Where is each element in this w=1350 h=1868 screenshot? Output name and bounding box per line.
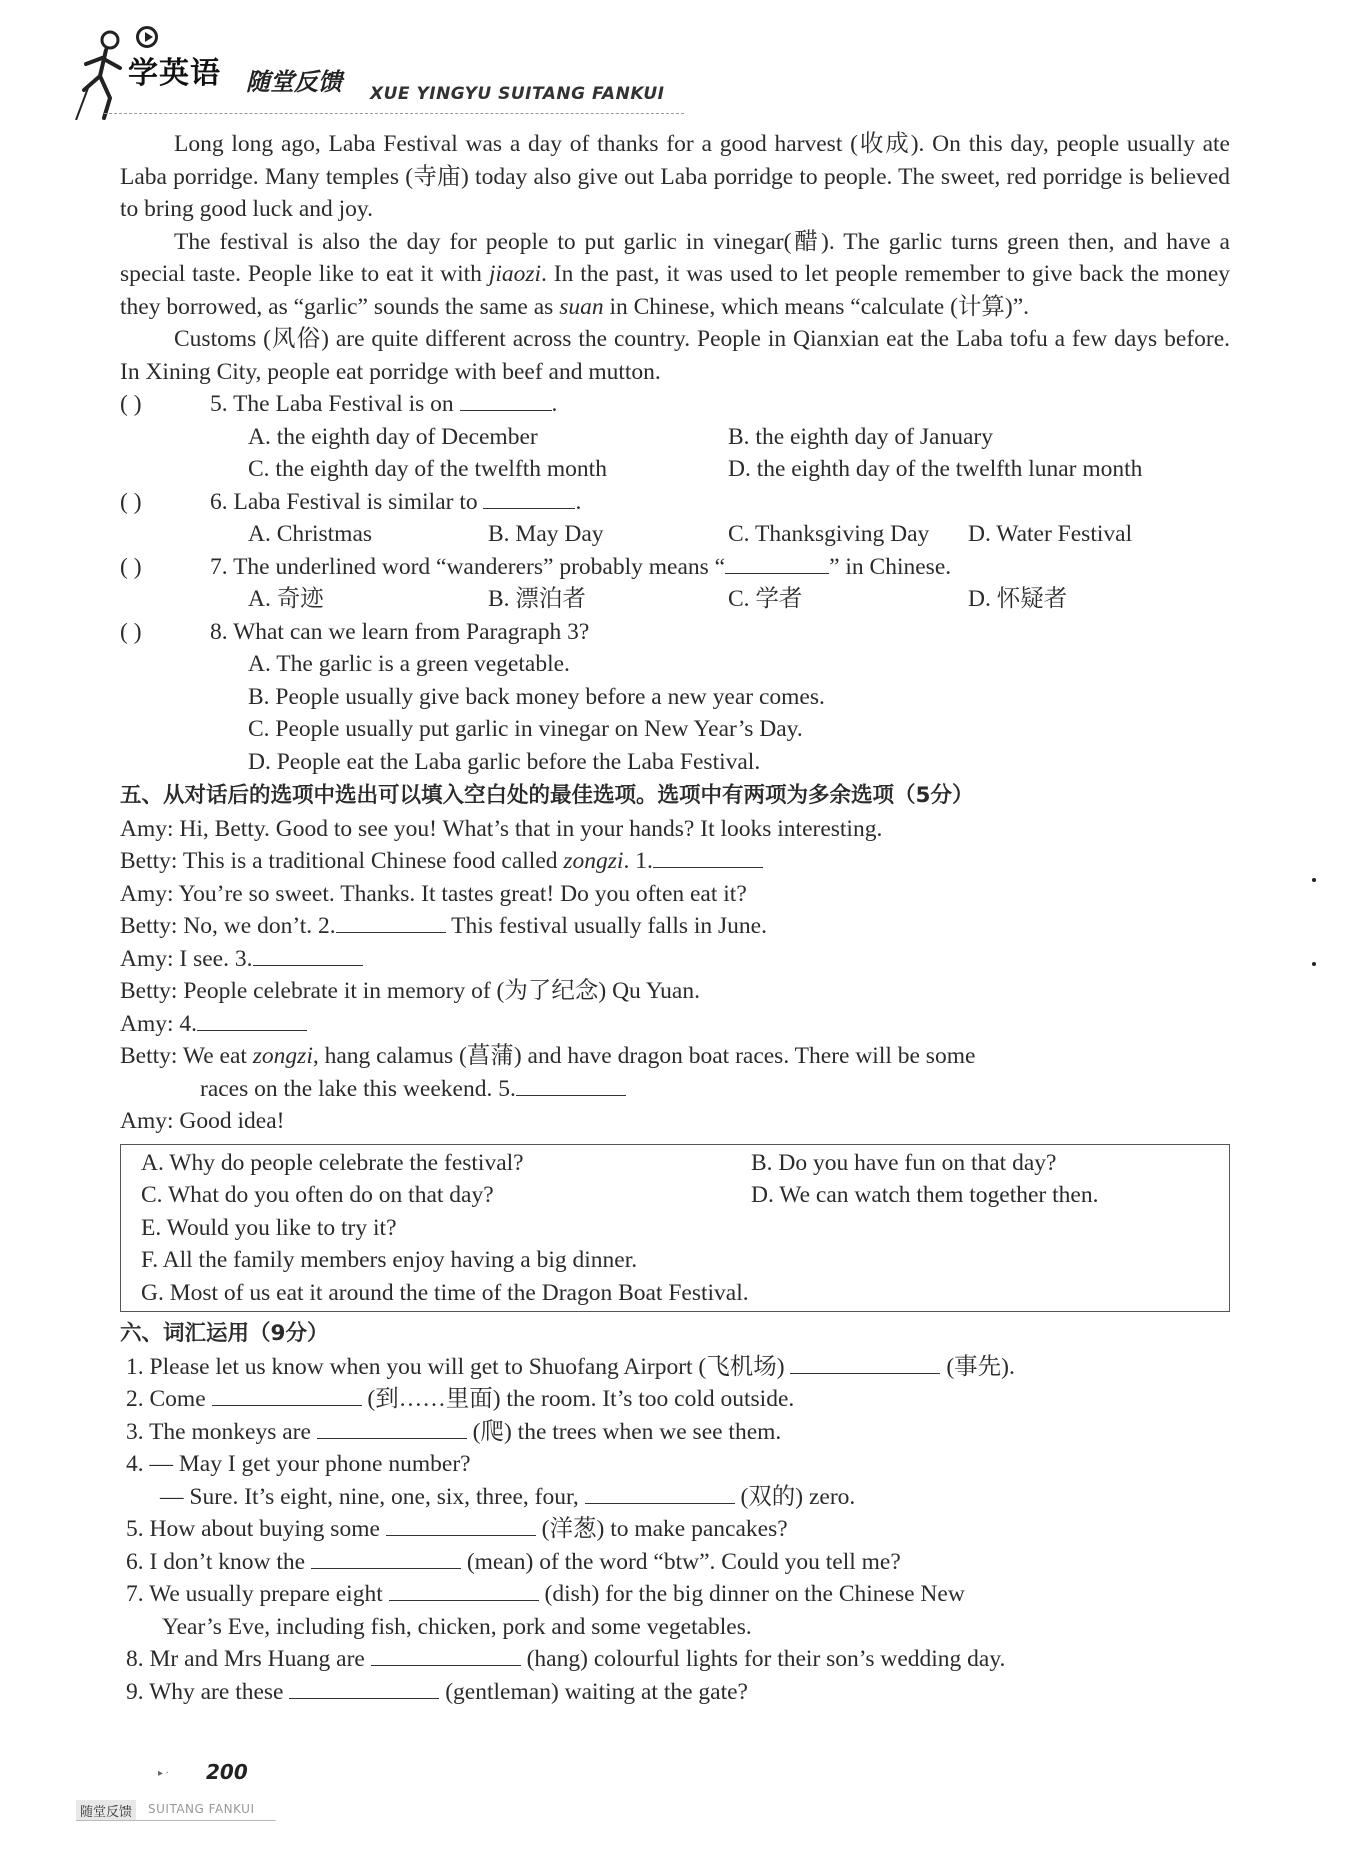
vocab-item-1: 1. Please let us know when you will get to Shuofang Airport (飞机场) (事先). <box>126 1351 1230 1384</box>
answer-blank[interactable] <box>725 551 829 574</box>
vocab-item-8: 8. Mr and Mrs Huang are (hang) colourful lights for their son’s wedding day. <box>126 1643 1230 1676</box>
vocab-item-7: 7. We usually prepare eight (dish) for the big dinner on the Chinese New <box>126 1578 1230 1611</box>
page-number: 200 <box>206 1760 248 1784</box>
brand-english: XUE YINGYU SUITANG FANKUI <box>370 84 665 104</box>
option-f: F. All the family members enjoy having a big dinner. <box>141 1247 638 1273</box>
answer-paren[interactable]: ( ) <box>120 391 142 417</box>
dialogue-line-8: Betty: We eat zongzi, hang calamus (菖蒲) and have dragon boat races. There will be some <box>120 1043 976 1069</box>
answer-blank[interactable] <box>389 1578 539 1601</box>
brand-title: 学英语 <box>128 56 221 91</box>
answer-blank[interactable] <box>386 1513 536 1536</box>
q5-options-row-2: C. the eighth day of the twelfth month D. the eighth day of the twelfth lunar month <box>248 456 1143 482</box>
answer-blank[interactable] <box>317 1416 467 1439</box>
answer-blank-3[interactable] <box>253 943 363 966</box>
answer-paren[interactable]: ( ) <box>120 618 142 645</box>
vocab-item-2: 2. Come (到……里面) the room. It’s too cold outside. <box>126 1383 1230 1416</box>
brand-subtitle: 随堂反馈 <box>246 67 342 96</box>
footer-divider <box>76 1820 276 1821</box>
header-divider <box>104 113 684 114</box>
answer-blank-1[interactable] <box>653 845 763 868</box>
page-footer <box>76 1760 376 1840</box>
answer-blank[interactable] <box>460 388 552 411</box>
footer-label-en: SUITANG FANKUI <box>148 1802 255 1816</box>
dialogue-line-1: Amy: Hi, Betty. Good to see you! What’s that in your hands? It looks interesting. <box>120 815 883 842</box>
answer-paren[interactable]: ( ) <box>120 553 142 580</box>
question-5: ( ) 5. The Laba Festival is on . <box>120 388 1230 421</box>
section-5-title: 五、从对话后的选项中选出可以填入空白处的最佳选项。选项中有两项为多余选项（5分） <box>120 783 974 808</box>
footer-label-cn: 随堂反馈 <box>76 1800 136 1821</box>
option-g: G. Most of us eat it around the time of the Dragon Boat Festival. <box>141 1279 749 1306</box>
option-c: C. What do you often do on that day? <box>141 1182 494 1208</box>
speck-mark <box>1312 962 1316 966</box>
main-content <box>120 128 1230 1708</box>
dialogue-line-3: Amy: You’re so sweet. Thanks. It tastes great! Do you often eat it? <box>120 880 747 907</box>
vocab-item-5: 5. How about buying some (洋葱) to make pancakes? <box>126 1513 1230 1546</box>
vocab-list <box>120 1351 1230 1709</box>
answer-blank[interactable] <box>483 486 575 509</box>
dialogue-line-8-cont: races on the lake this weekend. 5. <box>120 1073 1230 1106</box>
q6-options: A. Christmas B. May Day C. Thanksgiving Day D. Water Festival <box>248 521 1133 547</box>
answer-blank[interactable] <box>311 1546 461 1569</box>
speck-mark <box>1312 878 1316 882</box>
q8-option-d: D. People eat the Laba garlic before the Laba Festival. <box>248 748 761 775</box>
dialogue-line-5: Amy: I see. 3. <box>120 943 1230 976</box>
q5-options-row-1: A. the eighth day of December B. the eighth day of January <box>248 423 993 450</box>
q8-option-c: C. People usually put garlic in vinegar on New Year’s Day. <box>248 716 803 742</box>
dialogue-line-9: Amy: Good idea! <box>120 1108 285 1134</box>
answer-paren[interactable]: ( ) <box>120 488 142 515</box>
options-box <box>120 1144 1230 1313</box>
passage-paragraph-1: Long long ago, Laba Festival was a day of thanks for a good harvest (收成). On this day, people usually ate Laba porridge. Many temples (寺庙) today also give out Laba porridge to people. The sweet, red porridge is believed to bring good luck and joy. <box>120 131 1230 222</box>
answer-blank[interactable] <box>585 1481 735 1504</box>
play-icon <box>136 26 158 48</box>
vocab-item-6: 6. I don’t know the (mean) of the word “btw”. Could you tell me? <box>126 1546 1230 1579</box>
dialogue-line-2: Betty: This is a traditional Chinese food called zongzi. 1. <box>120 845 1230 878</box>
option-d: D. We can watch them together then. <box>751 1182 1099 1208</box>
answer-blank[interactable] <box>371 1643 521 1666</box>
option-a: A. Why do people celebrate the festival? <box>141 1149 524 1176</box>
q8-option-b: B. People usually give back money before a new year comes. <box>248 683 825 710</box>
vocab-item-4-answer: — Sure. It’s eight, nine, one, six, three, four, (双的) zero. <box>126 1481 1230 1514</box>
dialogue-line-4: Betty: No, we don’t. 2. This festival usually falls in June. <box>120 910 1230 943</box>
page-header <box>70 20 670 120</box>
answer-blank[interactable] <box>289 1676 439 1699</box>
arrow-icon: ▸ · <box>158 1768 169 1779</box>
answer-blank-2[interactable] <box>336 910 446 933</box>
section-6-title: 六、词汇运用（9分） <box>120 1321 329 1346</box>
answer-blank-5[interactable] <box>516 1073 626 1096</box>
question-8: ( ) 8. What can we learn from Paragraph 3? <box>120 616 1230 649</box>
vocab-item-4: 4. — May I get your phone number? <box>126 1451 471 1477</box>
option-b: B. Do you have fun on that day? <box>751 1149 1057 1176</box>
passage-paragraph-2: The festival is also the day for people to put garlic in vinegar(醋). The garlic turns green then, and have a special taste. People like to eat it with jiaozi. In the past, it was used to let people remember to give back the money they borrowed, as “garlic” sounds the same as suan in Chinese, which means “calculate (计算)”. <box>120 228 1231 320</box>
q7-options: A. 奇迹 B. 漂泊者 C. 学者 D. 怀疑者 <box>248 586 1068 612</box>
question-6: ( ) 6. Laba Festival is similar to . <box>120 486 1230 519</box>
passage-paragraph-3: Customs (风俗) are quite different across the country. People in Qianxian eat the Laba tofu a few days before. In Xining City, people eat porridge with beef and mutton. <box>120 326 1230 385</box>
vocab-item-3: 3. The monkeys are (爬) the trees when we see them. <box>126 1416 1230 1449</box>
question-7: ( ) 7. The underlined word “wanderers” probably means “ ” in Chinese. <box>120 551 1230 584</box>
dialogue-line-6: Betty: People celebrate it in memory of (为了纪念) Qu Yuan. <box>120 978 700 1004</box>
vocab-item-9: 9. Why are these (gentleman) waiting at the gate? <box>126 1676 1230 1709</box>
vocab-item-7-cont: Year’s Eve, including fish, chicken, pork and some vegetables. <box>162 1613 752 1640</box>
option-e: E. Would you like to try it? <box>141 1214 397 1241</box>
q8-option-a: A. The garlic is a green vegetable. <box>248 651 570 677</box>
dialogue-line-7: Amy: 4. <box>120 1008 1230 1041</box>
answer-blank[interactable] <box>790 1351 940 1374</box>
answer-blank[interactable] <box>212 1383 362 1406</box>
answer-blank-4[interactable] <box>197 1008 307 1031</box>
